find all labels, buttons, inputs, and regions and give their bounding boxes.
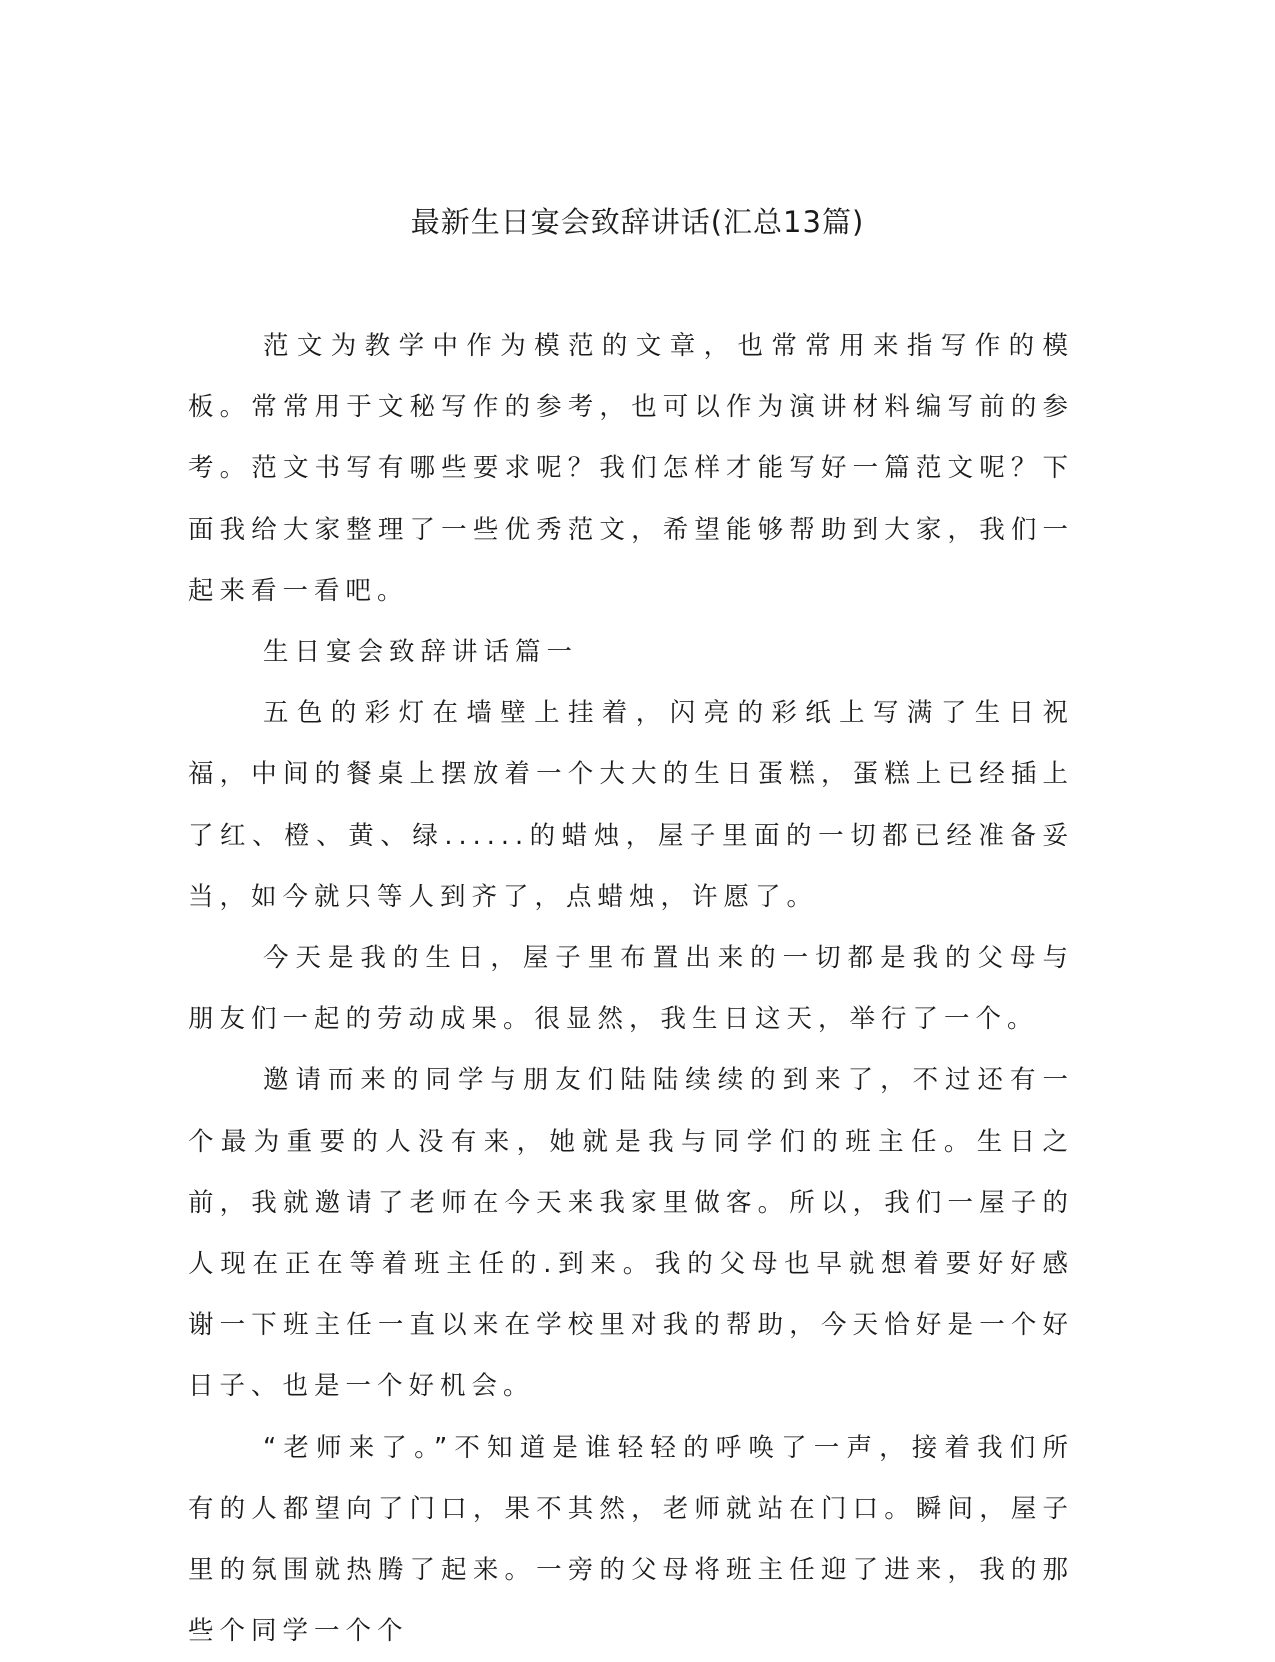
intro-paragraph: 范文为教学中作为模范的文章，也常常用来指写作的模板。常常用于文秘写作的参考，也可以作为演讲材料编写前的参考。范文书写有哪些要求呢？我们怎样才能写好一篇范文呢？下面我给大家整理了一些优秀范文，希望能够帮助到大家，我们一起来看一看吧。 [188,331,1074,606]
body-paragraph: 今天是我的生日，屋子里布置出来的一切都是我的父母与朋友们一起的劳动成果。很显然，我生日这天，举行了一个。 [188,943,1074,1035]
document-title: 最新生日宴会致辞讲话(汇总13篇) [410,205,865,239]
document-body [188,316,1074,1662]
body-paragraph: 五色的彩灯在墙壁上挂着，闪亮的彩纸上写满了生日祝福，中间的餐桌上摆放着一个大大的生日蛋糕，蛋糕上已经插上了红、橙、黄、绿......的蜡烛，屋子里面的一切都已经准备妥当，如今就只等人到齐了，点蜡烛，许愿了。 [188,698,1074,912]
section-heading: 生日宴会致辞讲话篇一 [263,637,579,668]
body-paragraph: “老师来了。”不知道是谁轻轻的呼唤了一声，接着我们所有的人都望向了门口，果不其然，老师就站在门口。瞬间，屋子里的氛围就热腾了起来。一旁的父母将班主任迎了进来，我的那些个同学一个个 [188,1432,1074,1647]
body-paragraph: 邀请而来的同学与朋友们陆陆续续的到来了，不过还有一个最为重要的人没有来，她就是我与同学们的班主任。生日之前，我就邀请了老师在今天来我家里做客。所以，我们一屋子的人现在正在等着班主任的.到来。我的父母也早就想着要好好感谢一下班主任一直以来在学校里对我的帮助，今天恰好是一个好日子、也是一个好机会。 [188,1065,1074,1402]
